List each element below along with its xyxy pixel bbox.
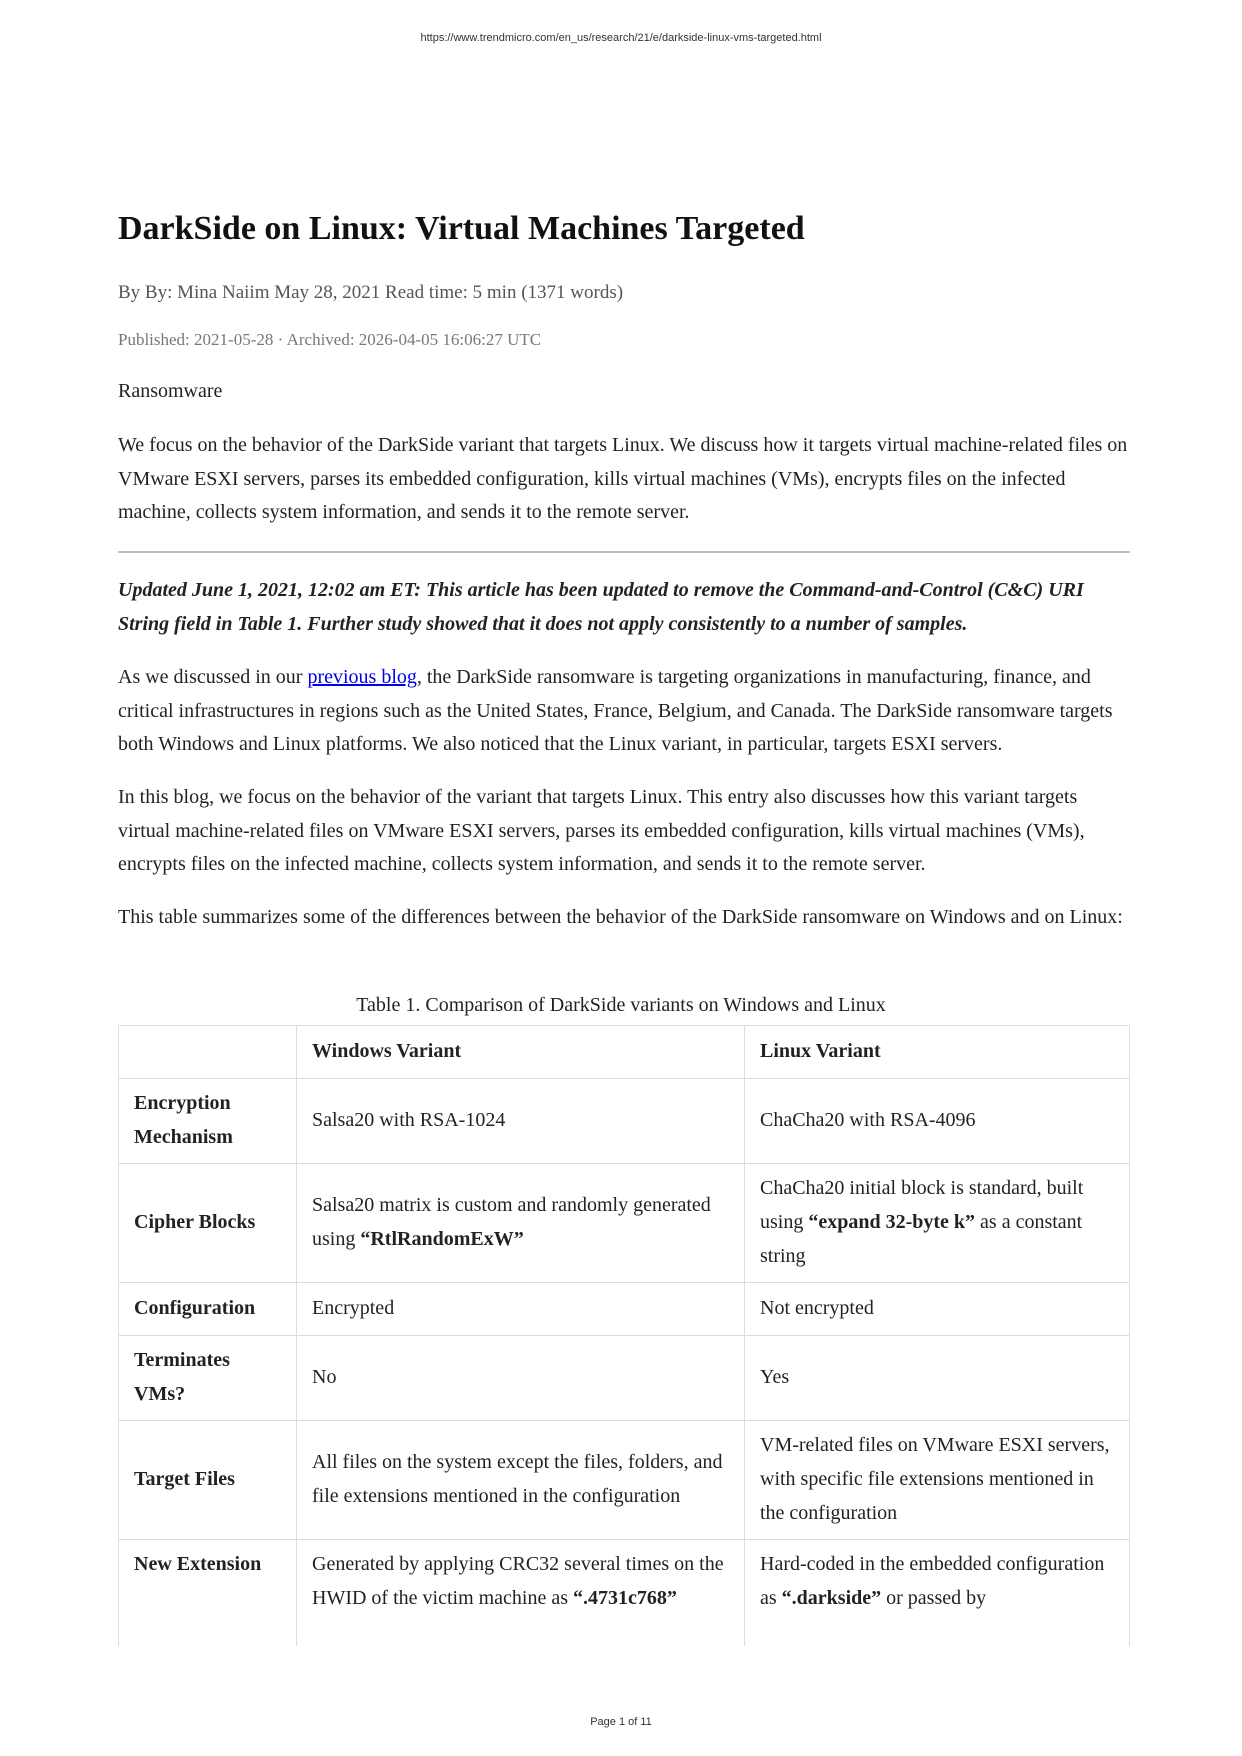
linux-cell (745, 1540, 1130, 1647)
paragraph-3: In this blog, we focus on the behavior of the variant that targets Linux. This entry also discusses how this variant targets virtual machine-related files on VMware ESXI servers, parses its embedded configuration, kills virtual machines (VMs), encrypts files on the infected machine, collects system information, and sends it to the remote server. (118, 786, 1085, 876)
text: As we discussed in our (118, 666, 308, 688)
row-label: Configuration (119, 1283, 297, 1336)
header-cell: Windows Variant (297, 1026, 745, 1079)
comparison-table (118, 1025, 1130, 1646)
table-caption: Table 1. Comparison of DarkSide variants on Windows and Linux (356, 994, 886, 1016)
category: Ransomware (118, 380, 223, 402)
table-row (119, 1283, 1130, 1336)
article-title: DarkSide on Linux: Virtual Machines Targeted (118, 210, 805, 247)
windows-cell: No (297, 1336, 745, 1421)
table-row (119, 1336, 1130, 1421)
linux-cell: Yes (745, 1336, 1130, 1421)
windows-cell: Encrypted (297, 1283, 745, 1336)
byline: By By: Mina Naiim May 28, 2021 Read time: 5 min (1371 words) (118, 282, 624, 303)
paragraph-4: This table summarizes some of the differences between the behavior of the DarkSide ransomware on Windows and on Linux: (118, 906, 1123, 928)
bold-text: “expand 32-byte k” (808, 1211, 976, 1234)
table-row (119, 1540, 1130, 1647)
text: ChaCha20 initial block is standard, built using (760, 1177, 1084, 1234)
table-row (119, 1421, 1130, 1540)
header-cell: Linux Variant (745, 1026, 1130, 1079)
page-url: https://www.trendmicro.com/en_us/research/21/e/darkside-linux-vms-targeted.html (420, 32, 822, 44)
published-info: Published: 2021-05-28 · Archived: 2026-04-05 16:06:27 UTC (118, 330, 542, 349)
text: or passed by (881, 1586, 987, 1609)
linux-cell: Not encrypted (745, 1283, 1130, 1336)
windows-cell (297, 1540, 745, 1647)
bold-text: “.4731c768” (573, 1586, 677, 1609)
text: as a constant string (760, 1211, 1083, 1267)
bold-text: “.darkside” (781, 1586, 882, 1609)
text: , the DarkSide ransomware is targeting organizations in manufacturing, finance, and critical infrastructures in regions such as the United States, France, Belgium, and Canada. The DarkSide ransomware targets both Windows and Linux platforms. We also noticed that the Linux variant, in particular, targets ESXI servers. (118, 666, 1113, 756)
row-label: Encryption Mechanism (119, 1079, 297, 1164)
linux-cell (745, 1164, 1130, 1283)
table-header-row (119, 1026, 1130, 1079)
text: Generated by applying CRC32 several times on the HWID of the victim machine as (312, 1553, 724, 1609)
intro-paragraph: We focus on the behavior of the DarkSide variant that targets Linux. We discuss how it targets virtual machine-related files on VMware ESXI servers, parses its embedded configuration, kills virtual machines (VMs), encrypts files on the infected machine, collects system information, and sends it to the remote server. (118, 434, 1128, 524)
row-label: Target Files (119, 1421, 297, 1540)
previous-blog-link[interactable]: previous blog (307, 666, 417, 688)
windows-cell (297, 1164, 745, 1283)
windows-cell: All files on the system except the files, folders, and file extensions mentioned in the configuration (297, 1421, 745, 1540)
page-number: Page 1 of 11 (590, 1716, 652, 1728)
row-label: New Extension (119, 1540, 297, 1647)
linux-cell: VM-related files on VMware ESXI servers, with specific file extensions mentioned in the configuration (745, 1421, 1130, 1540)
header-cell (119, 1026, 297, 1079)
row-label: Terminates VMs? (119, 1336, 297, 1421)
windows-cell: Salsa20 with RSA-1024 (297, 1079, 745, 1164)
table-row (119, 1164, 1130, 1283)
text: Hard-coded in the embedded configuration as (760, 1553, 1105, 1609)
text: Salsa20 matrix is custom and randomly generated using (312, 1194, 711, 1250)
update-note: Updated June 1, 2021, 12:02 am ET: This article has been updated to remove the Command-and-Control (C&C) URI String field in Table 1. Further study showed that it does not apply consistently to a number of samples. (118, 579, 1084, 635)
bold-text: “RtlRandomExW” (360, 1228, 524, 1250)
linux-cell: ChaCha20 with RSA-4096 (745, 1079, 1130, 1164)
row-label: Cipher Blocks (119, 1164, 297, 1283)
table-row (119, 1079, 1130, 1164)
